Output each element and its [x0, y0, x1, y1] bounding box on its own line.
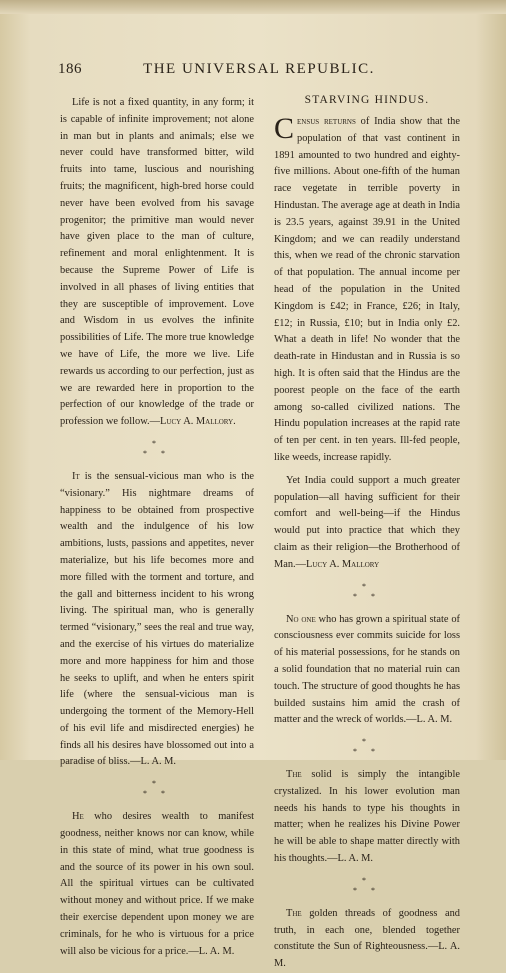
- divider-star: *: [362, 875, 372, 885]
- drop-cap: C: [274, 112, 295, 145]
- paragraph-text: Life is not a fixed quantity, in any form; it is capable of infinite improvement; not alone in man but in plants and animals; else we never could have transformed bitter, wild fruits into tame, luscious and nourishing fruits; the magnificent, high-bred horse could never have been evolved from his savage progenitor; the primitive man would never have given place to the man of culture, refinement and moral enlightenment. It is because the Supreme Power of Life is involved in all phases of living entities that they are susceptible of improvement. Love and Wisdom in us evolves the infinite possibilities of Life. The more true knowledge we have of Life, the more we live. Life rewards us according to our perfection, just as we are rewarded here in proportion to the perfection of our knowledge of the trade or profession we follow.—: [60, 97, 254, 428]
- divider-star: *: [362, 737, 372, 747]
- running-title: THE UNIVERSAL REPUBLIC.: [143, 61, 375, 77]
- divider-stars: * *: [353, 885, 381, 895]
- paragraph-life: [60, 95, 254, 431]
- paragraph-text: Yet India could support a much greater population—all having sufficient for their comfort and well-being—if the Hindus would put into practice that which they claim as their religion—the Brotherhood of Man.—: [274, 474, 460, 570]
- lead-word: No one: [286, 613, 316, 625]
- section-divider: [274, 737, 460, 757]
- paragraph-golden-threads: [274, 906, 460, 973]
- paragraph-text: golden threads of goodness and truth, in each one, blended together constitute the Sun of Righteousness.—L. A. M.: [274, 907, 460, 970]
- section-divider: [274, 876, 460, 896]
- divider-stars: * *: [353, 591, 381, 601]
- divider-stars: * *: [353, 747, 381, 757]
- lead-word: The: [286, 769, 302, 781]
- paragraph-visionary: [60, 469, 254, 771]
- signature: Lucy A. Mallory: [306, 558, 380, 570]
- paragraph-text: of India show that the population of that vast continent in 1891 amounted to two hundred and eighty-five millions. About one-fifth of the human race vegetate in terrible poverty in Hindustan. The average age at death in India is 23.5 years, against 39.91 in the United Kingdom; and we can readily understand this, when we read of the chronic starvation of that population. The annual income per head of the population in the United Kingdom is £42; in France, £26; in Italy, £12; in Russia, £10; but in India only £2. What a death in life! No wonder that the death-rate in Hindustan and in Russia is so high. It is often said that the Hindus are the poorest people on the face of the earth among so-called civilized nations. The Hindu population increases at the rapid rate of ten per cent. in ten years. Ill-fed people, like weeds, increase rapidly.: [274, 116, 460, 463]
- signature: Lucy A. Mallory.: [160, 416, 236, 428]
- divider-star: *: [152, 438, 162, 448]
- paragraph-solid: [274, 767, 460, 868]
- lead-words: ensus returns: [297, 116, 356, 127]
- paragraph-text: who desires wealth to manifest goodness, neither knows nor can know, while in this state of mind, what true goodness is and the source of its power in his own soul. All the spiritual virtues can be cultivated without money and without price. If we make their exercise dependent upon money we are criminals, for he who is virtuous for a price will also be vicious for a price.—L. A. M.: [60, 811, 254, 957]
- paragraph-census: [274, 114, 460, 467]
- left-column: [60, 95, 254, 960]
- section-divider: [274, 582, 460, 602]
- divider-star: *: [152, 779, 162, 789]
- paragraph-text: who has grown a spiritual state of consciousness ever commits suicide for loss of his material possessions, for he stands on a solid foundation that no material ruin can touch. The structure of good thoughts he has builded sustains him amid the crash of matter and the wreck of worlds.—L. A. M.: [274, 613, 460, 726]
- section-title: STARVING HINDUS.: [304, 94, 430, 106]
- lead-word: The: [286, 907, 302, 919]
- right-column: [274, 92, 460, 973]
- divider-star: *: [362, 581, 372, 591]
- page-number: 186: [58, 61, 82, 77]
- paragraph-text: solid is simply the intangible crystalized. In his lower evolution man needs his hands to type his thoughts in matter; when he realizes his Divine Power he will be able to shape matter directly with his thoughts.—L. A. M.: [274, 769, 460, 865]
- divider-stars: * *: [143, 789, 171, 799]
- section-divider: [60, 779, 254, 799]
- page-header: [58, 61, 460, 81]
- paragraph-wealth: [60, 809, 254, 960]
- lead-word: It: [72, 470, 80, 482]
- paragraph-text: is the sensual-vicious man who is the “visionary.” His nightmare dreams of happiness to be obtained from prospective wealth and the indulgence of his low ambitions, lusts, passions and appetites, never materialize, but his life becomes more and more filled with the torment and torture, and the gall and bitterness incident to his wrong living. The spiritual man, who is generally termed “visionary,” sees the real and true way, and the exercise of his virtues do materialize more and more happiness for him and those he seeks to uplift, and when he enters spirit life (where the sensual-vicious man is undergoing the torment of the Memory-Hell of his evil life and misdirected energies) he finds all his desires have blossomed out into a paradise of bliss.—L. A. M.: [60, 470, 254, 768]
- paragraph-suicide: [274, 612, 460, 730]
- paragraph-india-support: [274, 473, 460, 574]
- divider-stars: * *: [143, 448, 171, 458]
- section-divider: [60, 439, 254, 459]
- page-top-edge: [0, 0, 506, 14]
- lead-word: He: [72, 811, 84, 823]
